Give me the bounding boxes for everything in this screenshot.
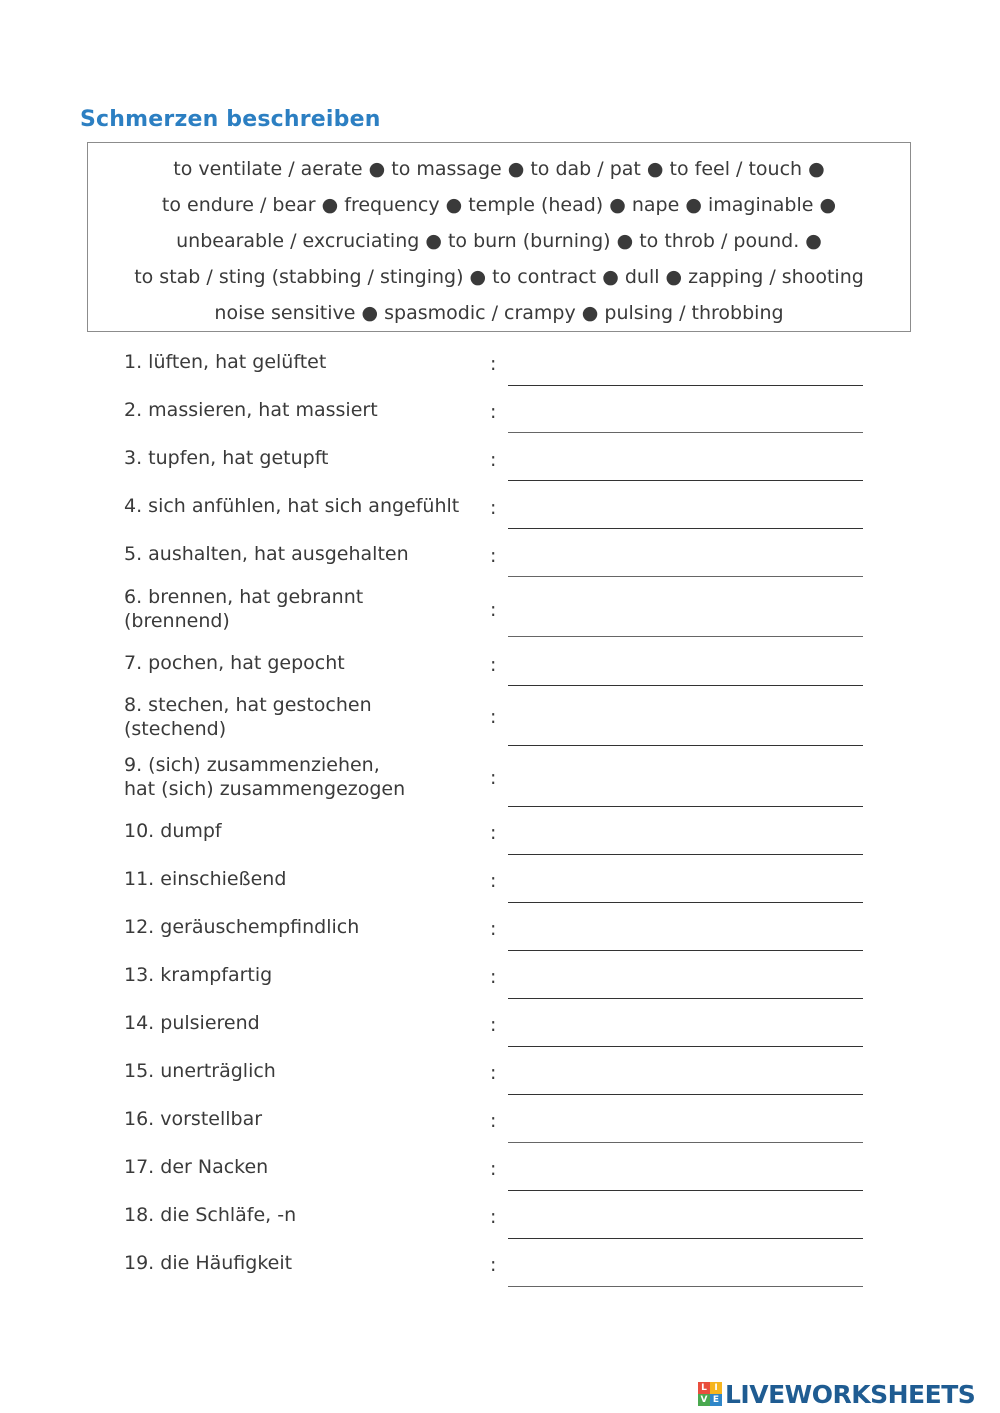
colon-separator: : bbox=[490, 706, 497, 728]
colon-separator: : bbox=[490, 966, 497, 988]
answer-input-5[interactable] bbox=[508, 547, 863, 577]
colon-separator: : bbox=[490, 1158, 497, 1180]
answer-input-15[interactable] bbox=[508, 1065, 863, 1095]
colon-separator: : bbox=[490, 1014, 497, 1036]
term-label: 6. brennen, hat gebrannt (brennend) bbox=[124, 586, 364, 632]
colon-separator: : bbox=[490, 545, 497, 567]
colon-separator: : bbox=[490, 870, 497, 892]
colon-separator: : bbox=[490, 822, 497, 844]
colon-separator: : bbox=[490, 654, 497, 676]
term-label: 9. (sich) zusammenziehen, hat (sich) zusammengezogen bbox=[124, 754, 406, 800]
answer-input-8[interactable] bbox=[508, 716, 863, 746]
term-label: 8. stechen, hat gestochen (stechend) bbox=[124, 694, 372, 740]
answer-input-10[interactable] bbox=[508, 825, 863, 855]
term-label: 12. geräuschempfindlich bbox=[124, 916, 360, 938]
colon-separator: : bbox=[490, 918, 497, 940]
answer-input-2[interactable] bbox=[508, 403, 863, 433]
term-label: 11. einschießend bbox=[124, 868, 287, 890]
word-bank-box bbox=[87, 142, 911, 332]
answer-input-1[interactable] bbox=[508, 356, 863, 386]
term-label: 14. pulsierend bbox=[124, 1012, 260, 1034]
colon-separator: : bbox=[490, 497, 497, 519]
answer-input-13[interactable] bbox=[508, 969, 863, 999]
term-label: 13. krampfartig bbox=[124, 964, 273, 986]
liveworksheets-logo-icon: L I V E bbox=[698, 1382, 722, 1406]
answer-input-16[interactable] bbox=[508, 1113, 863, 1143]
term-label: 5. aushalten, hat ausgehalten bbox=[124, 543, 409, 565]
term-label: 16. vorstellbar bbox=[124, 1108, 263, 1130]
colon-separator: : bbox=[490, 449, 497, 471]
colon-separator: : bbox=[490, 1206, 497, 1228]
answer-input-7[interactable] bbox=[508, 656, 863, 686]
word-bank-line: to stab / sting (stabbing / stinging) ● to contract ● dull ● zapping / shooting bbox=[134, 266, 864, 288]
colon-separator: : bbox=[490, 1062, 497, 1084]
liveworksheets-logo bbox=[698, 1378, 975, 1410]
answer-input-4[interactable] bbox=[508, 499, 863, 529]
answer-input-12[interactable] bbox=[508, 921, 863, 951]
brand-wordmark: LIVEWORKSHEETS bbox=[725, 1379, 976, 1409]
colon-separator: : bbox=[490, 599, 497, 621]
term-label: 10. dumpf bbox=[124, 820, 222, 842]
answer-input-19[interactable] bbox=[508, 1257, 863, 1287]
answer-input-18[interactable] bbox=[508, 1209, 863, 1239]
word-bank-line: to endure / bear ● frequency ● temple (head) ● nape ● imaginable ● bbox=[161, 194, 837, 216]
colon-separator: : bbox=[490, 1254, 497, 1276]
answer-input-3[interactable] bbox=[508, 451, 863, 481]
term-label: 2. massieren, hat massiert bbox=[124, 399, 378, 421]
term-label: 4. sich anfühlen, hat sich angefühlt bbox=[124, 495, 460, 517]
term-label: 3. tupfen, hat getupft bbox=[124, 447, 329, 469]
word-bank-line: to ventilate / aerate ● to massage ● to dab / pat ● to feel / touch ● bbox=[173, 158, 825, 180]
answer-input-11[interactable] bbox=[508, 873, 863, 903]
answer-input-6[interactable] bbox=[508, 607, 863, 637]
term-label: 18. die Schläfe, -n bbox=[124, 1204, 297, 1226]
colon-separator: : bbox=[490, 767, 497, 789]
word-bank-line: unbearable / excruciating ● to burn (burning) ● to throb / pound. ● bbox=[176, 230, 822, 252]
term-label: 1. lüften, hat gelüftet bbox=[124, 351, 327, 373]
term-label: 15. unerträglich bbox=[124, 1060, 276, 1082]
page-title: Schmerzen beschreiben bbox=[80, 107, 381, 132]
answer-input-17[interactable] bbox=[508, 1161, 863, 1191]
colon-separator: : bbox=[490, 353, 497, 375]
term-label: 17. der Nacken bbox=[124, 1156, 269, 1178]
colon-separator: : bbox=[490, 401, 497, 423]
term-label: 19. die Häufigkeit bbox=[124, 1252, 293, 1274]
colon-separator: : bbox=[490, 1110, 497, 1132]
answer-input-9[interactable] bbox=[508, 777, 863, 807]
word-bank-line: noise sensitive ● spasmodic / crampy ● pulsing / throbbing bbox=[214, 302, 784, 324]
term-label: 7. pochen, hat gepocht bbox=[124, 652, 345, 674]
answer-input-14[interactable] bbox=[508, 1017, 863, 1047]
